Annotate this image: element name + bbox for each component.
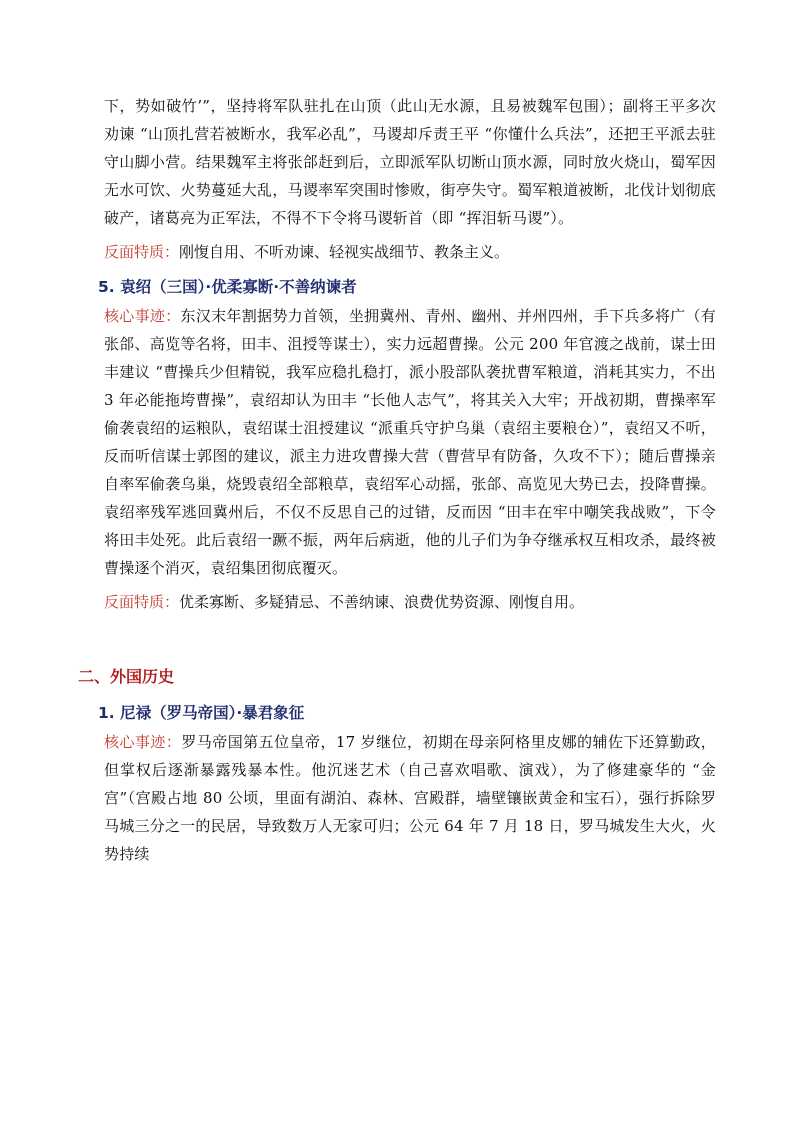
trait-label: 反面特质： xyxy=(104,593,180,611)
item5-trait xyxy=(104,588,716,616)
item5-core-text: 东汉末年割据势力首领，坐拥冀州、青州、幽州、并州四州，手下兵多将广（有张郃、高览等名将，田丰、沮授等谋士），实力远超曹操。公元 200 年官渡之战前，谋士田丰建议 “曹操兵少但精锐，我军应稳扎稳打，派小股部队袭扰曹军粮道，消耗其实力，不出 3 年必能拖垮曹操”，袁绍却认为田丰 “长他人志气”，将其关入大牢；开战初期，曹操率军偷袭袁绍的运粮队，袁绍谋士沮授建议 “派重兵守护乌巢（袁绍主要粮仓）”，袁绍又不听，反而听信谋士郭图的建议，派主力进攻曹操大营（曹营早有防备，久攻不下）；随后曹操亲自率军偷袭乌巢，烧毁袁绍全部粮草，袁绍军心动摇，张郃、高览见大势已去，投降曹操。袁绍率残军逃回冀州后，不仅不反思自己的过错，反而因 “田丰在牢中嘲笑我战败”，下令将田丰处死。此后袁绍一蹶不振，两年后病逝，他的儿子们为争夺继承权互相攻杀，最终被曹操逐个消灭，袁绍集团彻底覆灭。 xyxy=(104,307,716,577)
item1-core-paragraph xyxy=(104,728,716,868)
item5-heading: 5. 袁绍（三国）·优柔寡断·不善纳谏者 xyxy=(98,278,357,296)
core-label: 核心事迹： xyxy=(104,307,181,325)
page-content xyxy=(78,92,716,868)
item1-core-text: 罗马帝国第五位皇帝，17 岁继位，初期在母亲阿格里皮娜的辅佐下还算勤政，但掌权后逐渐暴露残暴本性。他沉迷艺术（自己喜欢唱歌、演戏），为了修建豪华的 “金宫”（宫殿占地 80 公顷，里面有湖泊、森林、宫殿群，墙壁镶嵌黄金和宝石），强行拆除罗马城三分之一的民居，导致数万人无家可归；公元 64 年 7 月 18 日，罗马城发生大火，火势持续 xyxy=(104,733,716,863)
core-label: 核心事迹： xyxy=(104,733,182,751)
trait-label: 反面特质： xyxy=(104,243,180,261)
section-title-foreign-history: 二、外国历史 xyxy=(78,667,175,686)
item1-heading: 1. 尼禄（罗马帝国）·暴君象征 xyxy=(98,704,305,722)
prev-story-trait xyxy=(104,238,716,266)
prev-story-paragraph xyxy=(104,92,716,232)
prev-story-text: 下，势如破竹’”，坚持将军队驻扎在山顶（此山无水源，且易被魏军包围）；副将王平多次劝谏 “山顶扎营若被断水，我军必乱”，马谡却斥责王平 “你懂什么兵法”，还把王平派去驻守山脚小营。结果魏军主将张郃赶到后，立即派军队切断山顶水源，同时放火烧山，蜀军因无水可饮、火势蔓延大乱，马谡率军突围时惨败，街亭失守。蜀军粮道被断，北伐计划彻底破产，诸葛亮为正军法，不得不下令将马谡斩首（即 “挥泪斩马谡”）。 xyxy=(104,97,716,227)
item5-core-paragraph xyxy=(104,302,716,582)
trait-text: 优柔寡断、多疑猜忌、不善纳谏、浪费优势资源、刚愎自用。 xyxy=(179,593,585,611)
trait-text: 刚愎自用、不听劝谏、轻视实战细节、教条主义。 xyxy=(179,243,510,261)
